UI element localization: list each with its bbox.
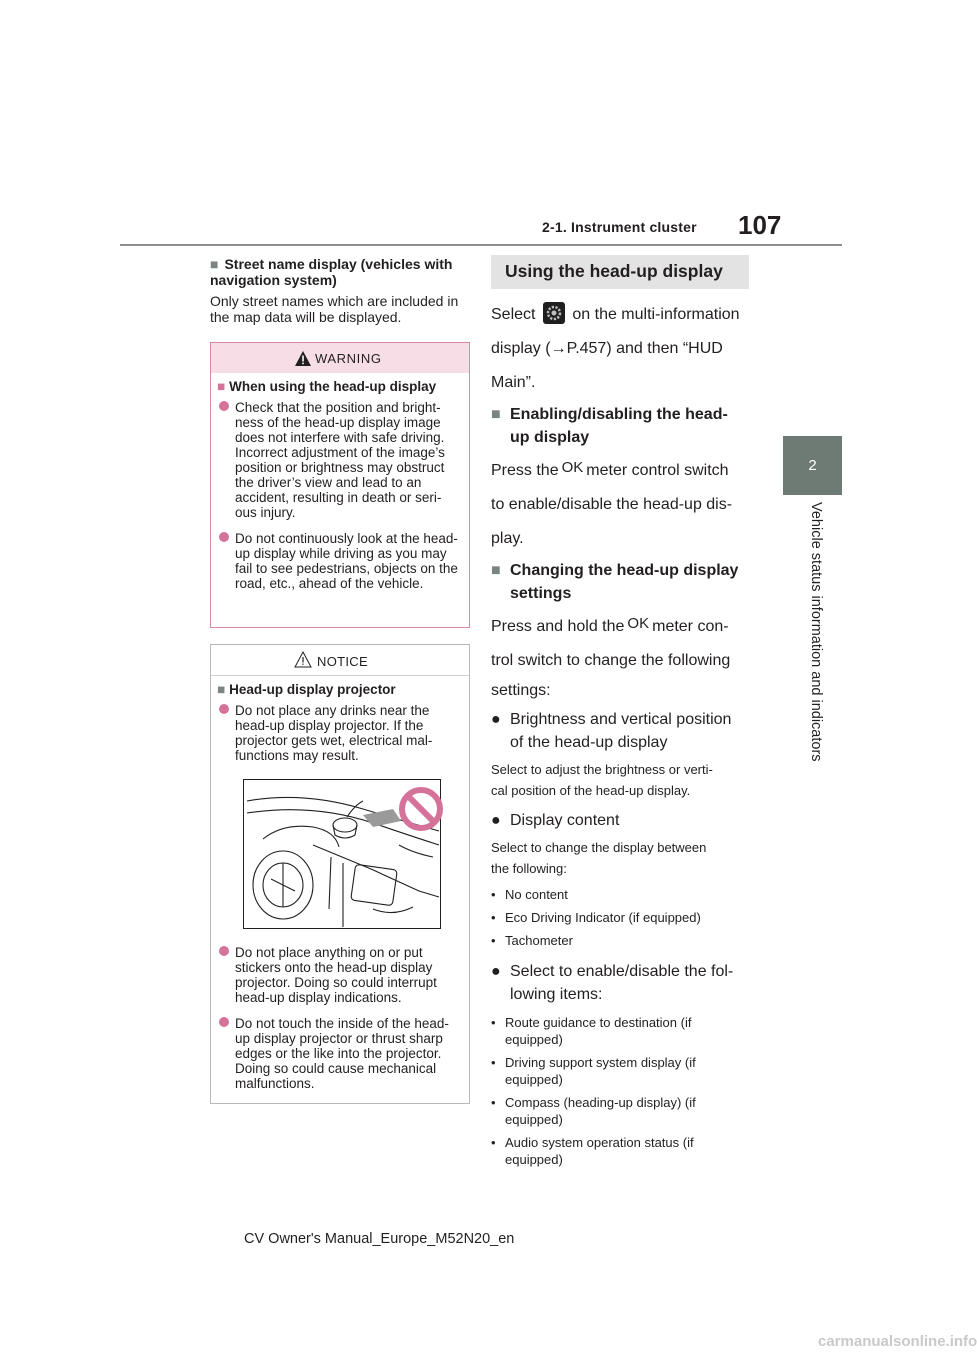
section-title: Using the head-up display — [505, 261, 723, 281]
change-heading-line: Changing the head-up display — [510, 562, 739, 579]
list-item-text: Audio system operation status (if equipped) — [505, 1135, 694, 1167]
notice-title: NOTICE — [317, 654, 368, 669]
change-heading: ■ Changing the head-up display settings — [491, 559, 753, 605]
warning-item-text: Check that the position and bright-ness of the head-up display image does not interfere with safe driving. Incorrect adjustment of the image’s position or brightness may obstruct the driver’s view and lead to an accident, resulting in death or seri-ous injury. — [235, 400, 445, 520]
watermark: carmanualsonline.info — [818, 1333, 977, 1350]
section-title-bar — [491, 255, 749, 289]
hold-line-2: trol switch to change the following — [491, 652, 731, 669]
street-text: Only street names which are included in the map data will be displayed. — [210, 293, 459, 325]
warning-box — [210, 342, 470, 628]
press-line — [491, 454, 753, 488]
list-item-text: Compass (heading-up display) (if equipped) — [505, 1095, 696, 1127]
notice-item-text: Do not touch the inside of the head-up display projector or thrust sharp edges or the like into the projector. Doing so could cause mechanical malfunctions. — [235, 1016, 449, 1091]
ok-switch-label: OK — [627, 615, 650, 632]
header-section-title: 2-1. Instrument cluster — [542, 219, 697, 235]
warning-item-text: Do not continuously look at the head-up display while driving as you may fail to see pedestrians, objects on the road, etc., ahead of the vehicle. — [235, 531, 458, 591]
brightness-line: Brightness and vertical position — [510, 711, 732, 728]
chapter-tab: 2 — [783, 436, 842, 495]
warning-item — [217, 531, 463, 591]
brightness-desc-line: cal position of the head-up display. — [491, 783, 691, 798]
brightness-item: ● Brightness and vertical position of the head-up display — [491, 708, 753, 754]
brightness-desc — [491, 759, 753, 801]
notice-item — [217, 703, 463, 763]
list-item: • Eco Driving Indicator (if equipped) — [491, 910, 701, 925]
select-line: lowing items: — [510, 986, 603, 1003]
press-line-2: to enable/disable the head-up dis- — [491, 496, 733, 513]
warning-subheading: ■ When using the head-up display — [217, 379, 437, 394]
list-item: • No content — [491, 887, 568, 902]
content-heading: Display content — [510, 812, 620, 829]
press-line-3: play. — [491, 530, 524, 547]
notice-item — [217, 945, 463, 1005]
list-item-text: Eco Driving Indicator (if equipped) — [505, 910, 701, 925]
projector-illustration — [243, 779, 441, 929]
brightness-desc-line: Select to adjust the brightness or verti- — [491, 762, 713, 777]
intro-line-3: Main”. — [491, 374, 536, 391]
notice-item-text: Do not place anything on or put stickers onto the head-up display projector. Doing so could interrupt head-up display indications. — [235, 945, 437, 1005]
notice-subheading-text: Head-up display projector — [229, 682, 396, 697]
list-item: • Tachometer — [491, 933, 573, 948]
list-item: • Audio system operation status (if equipped) — [491, 1135, 694, 1167]
list-item: • Compass (heading-up display) (if equipped) — [491, 1095, 696, 1127]
press-text: Press the — [491, 462, 559, 479]
content-desc-line: Select to change the display between — [491, 840, 707, 855]
select-line: Select to enable/disable the fol- — [510, 963, 734, 980]
footer-text: CV Owner's Manual_Europe_M52N20_en — [244, 1231, 515, 1247]
list-item-text: Tachometer — [505, 933, 573, 948]
notice-triangle-icon — [294, 651, 312, 668]
intro-rest: on the multi-information — [572, 306, 740, 323]
header-rule — [120, 244, 842, 246]
street-name-section — [210, 256, 472, 325]
select-list — [491, 1014, 723, 1168]
enable-heading: ■ Enabling/disabling the head- up display — [491, 403, 753, 449]
chapter-title: Vehicle status information and indicators — [808, 502, 824, 762]
content-desc — [491, 837, 753, 879]
hold-line-3: settings: — [491, 682, 551, 699]
warning-header — [211, 343, 469, 373]
select-item: ● Select to enable/disable the fol- lowing items: — [491, 960, 753, 1006]
list-item-text: Driving support system display (if equipped) — [505, 1055, 696, 1087]
content-desc-line: the following: — [491, 861, 567, 876]
enable-heading-line: Enabling/disabling the head- — [510, 406, 728, 423]
intro-line-2: display (→P.457) and then “HUD — [491, 340, 723, 357]
list-item: • Route guidance to destination (if equipped) — [491, 1015, 692, 1047]
notice-box — [210, 644, 470, 1104]
notice-item — [217, 1016, 463, 1091]
enable-heading-line: up display — [510, 429, 590, 446]
list-item: • Driving support system display (if equipped) — [491, 1055, 696, 1087]
notice-item-text: Do not place any drinks near the head-up display projector. If the projector gets wet, electrical mal-functions may result. — [235, 703, 433, 763]
settings-gear-icon — [543, 302, 565, 324]
right-content — [491, 298, 753, 1168]
page-number: 107 — [738, 210, 782, 240]
list-item-text: No content — [505, 887, 568, 902]
content-item: ● Display content — [491, 809, 753, 832]
intro-line — [491, 298, 753, 332]
notice-header — [211, 645, 469, 676]
street-heading-text: Street name display (vehicles with navigation system) — [210, 256, 453, 288]
content-list — [491, 883, 753, 952]
warning-triangle-icon — [295, 351, 311, 366]
intro-select: Select — [491, 306, 536, 323]
chapter-title-vertical — [800, 502, 824, 792]
list-item-text: Route guidance to destination (if equipped) — [505, 1015, 692, 1047]
hold-line — [491, 610, 753, 644]
street-heading: ■ Street name display (vehicles with navigation system) — [210, 256, 453, 288]
ok-switch-label: OK — [561, 459, 584, 476]
hold-text: meter con- — [652, 618, 729, 635]
press-text: meter control switch — [586, 462, 729, 479]
notice-subheading: ■ Head-up display projector — [217, 682, 396, 697]
warning-subheading-text: When using the head-up display — [229, 379, 437, 394]
warning-title: WARNING — [315, 351, 382, 366]
hold-text: Press and hold the — [491, 618, 625, 635]
change-heading-line: settings — [510, 585, 572, 602]
brightness-line: of the head-up display — [510, 734, 668, 751]
warning-item — [217, 400, 463, 520]
